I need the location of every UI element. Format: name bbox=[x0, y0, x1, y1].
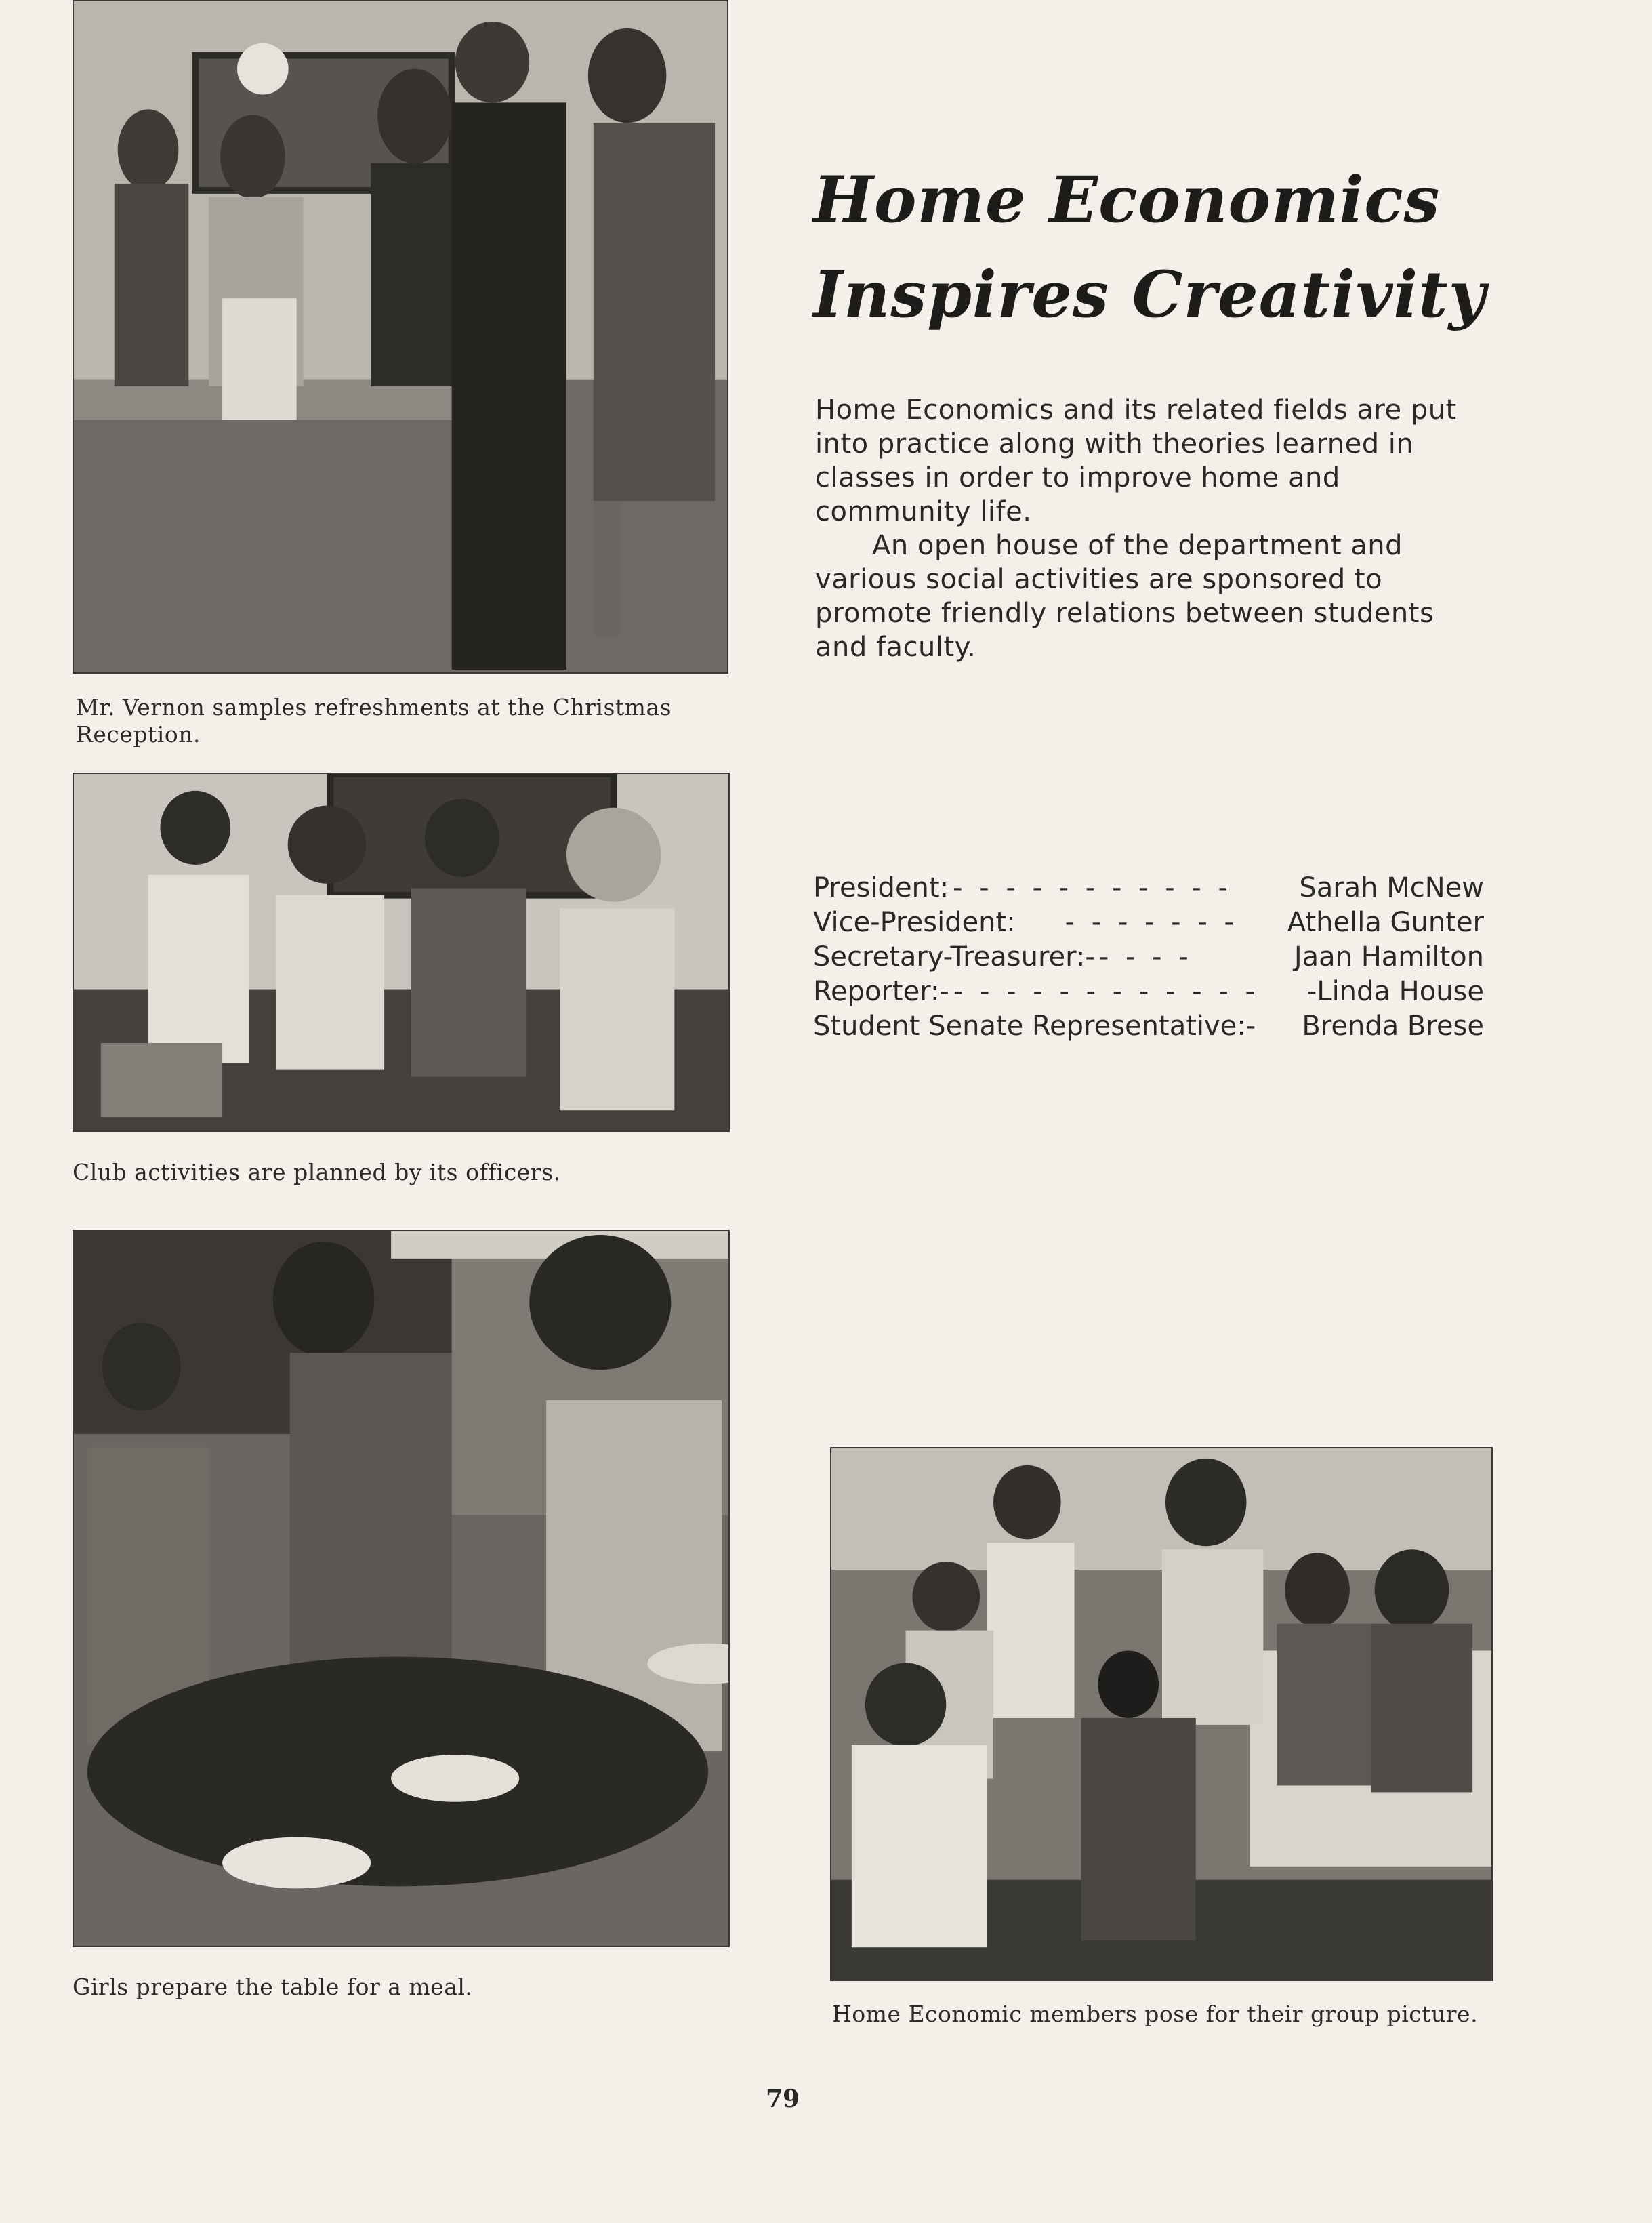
intro-paragraph-2: An open house of the department and various social activities are sponsored to promote friendly relations between students and faculty. bbox=[815, 530, 1434, 663]
caption-club-officers: Club activities are planned by its officers. bbox=[73, 1159, 561, 1185]
officer-role: Reporter:- bbox=[813, 976, 949, 1007]
officer-role: Secretary-Treasurer:- bbox=[813, 941, 1095, 973]
photo-group-picture bbox=[830, 1447, 1493, 1981]
photo-christmas-reception-image bbox=[74, 1, 727, 672]
officer-dash-leader: - - - - - - - - - - - bbox=[953, 872, 1232, 903]
officer-row-student-senate-representative bbox=[813, 1009, 1484, 1044]
officer-row-vice-president bbox=[813, 905, 1484, 940]
officer-row-president bbox=[813, 871, 1484, 905]
intro-text bbox=[815, 393, 1493, 664]
photo-christmas-reception bbox=[73, 0, 728, 674]
officer-name: Sarah McNew bbox=[1299, 872, 1484, 903]
officers-list bbox=[813, 871, 1484, 1044]
photo-club-officers-image bbox=[74, 774, 728, 1130]
caption-christmas-reception: Mr. Vernon samples refreshments at the Christmas Reception. bbox=[76, 694, 672, 748]
officer-name: -Linda House bbox=[1306, 976, 1484, 1007]
officer-dash-leader: - - - - - - - bbox=[1065, 907, 1238, 938]
photo-table-preparation-image bbox=[74, 1231, 728, 1946]
page-number: 79 bbox=[766, 2085, 800, 2113]
officer-row-secretary-treasurer bbox=[813, 940, 1484, 975]
intro-paragraph-1: Home Economics and its related fields are put into practice along with theories learned in classes in order to improve home and community life. bbox=[815, 394, 1457, 527]
officer-role: Vice-President: bbox=[813, 907, 1016, 938]
photo-club-officers bbox=[73, 773, 730, 1132]
caption-group-picture: Home Economic members pose for their group picture. bbox=[832, 2001, 1479, 2027]
officer-name: Jaan Hamilton bbox=[1294, 941, 1484, 973]
officer-name: Brenda Brese bbox=[1302, 1011, 1484, 1042]
page-title-line-2: Inspires Creativity bbox=[813, 258, 1487, 332]
photo-table-preparation bbox=[73, 1230, 730, 1947]
officer-role: President: bbox=[813, 872, 949, 903]
photo-group-picture-image bbox=[831, 1448, 1491, 1980]
page-title bbox=[813, 152, 1572, 342]
officer-dash-leader: - - - - - - - - - - - - bbox=[953, 976, 1259, 1007]
officer-dash-leader: - - - - bbox=[1098, 941, 1193, 973]
officer-role: Student Senate Representative:- bbox=[813, 1011, 1256, 1042]
officer-row-reporter bbox=[813, 975, 1484, 1009]
caption-table-preparation: Girls prepare the table for a meal. bbox=[73, 1974, 473, 2000]
officer-name: Athella Gunter bbox=[1287, 907, 1484, 938]
page-title-line-1: Home Economics bbox=[813, 163, 1441, 237]
